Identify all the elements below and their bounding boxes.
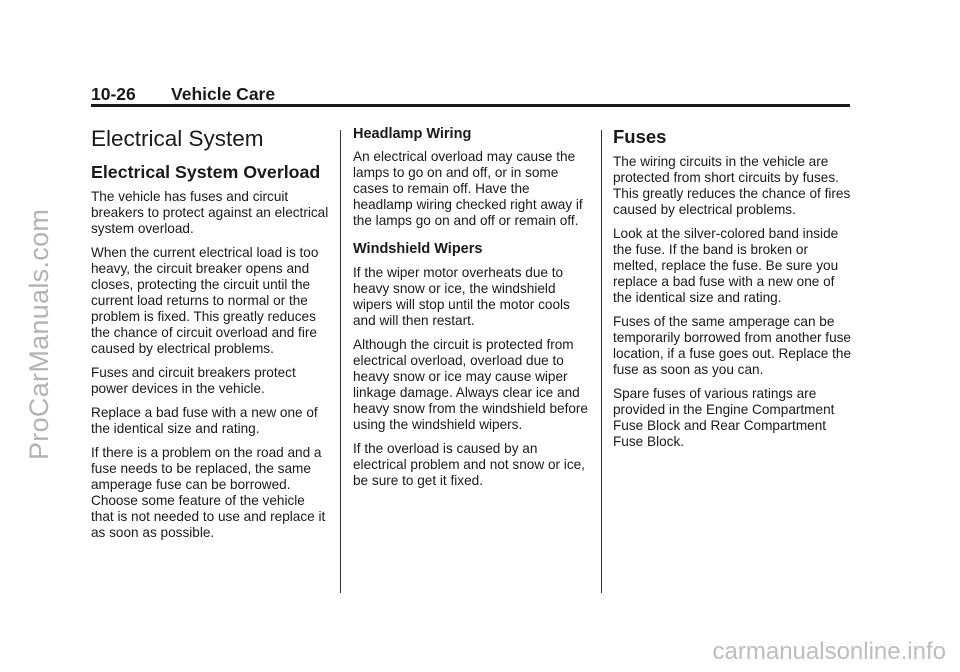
paragraph: Look at the silver-colored band inside the fuse. If the band is broken or melted, replace the fuse. Be sure you replace a bad fuse with a new one of the identical size and rating. — [613, 226, 839, 306]
paragraph: The wiring circuits in the vehicle are protected from short circuits by fuses. This greatly reduces the chance of fires caused by electrical problems. — [613, 154, 851, 218]
paragraph: Although the circuit is protected from electrical overload, overload due to heavy snow or ice may cause wiper linkage damage. Always clear ice and heavy snow from the windshield before using the windshield wipers. — [353, 336, 588, 432]
main-heading: Electrical System — [91, 126, 264, 151]
paragraph: If there is a problem on the road and a fuse needs to be replaced, the same amperage fuse can be borrowed. Choose some feature of the vehicle that is not needed to use and replace it as soon as possible. — [91, 445, 326, 541]
column-2 — [353, 126, 590, 497]
heading-headlamp-wiring: Headlamp Wiring — [353, 126, 472, 142]
header-rule — [91, 104, 850, 107]
column-3 — [613, 126, 853, 458]
paragraph: Fuses of the same amperage can be temporarily borrowed from another fuse location, if a fuse goes out. Replace the fuse as soon as you can. — [613, 314, 852, 378]
side-watermark: ProCarManuals.com — [24, 208, 54, 460]
page-header — [91, 84, 850, 106]
section-title: Vehicle Care — [171, 84, 276, 104]
heading-windshield-wipers: Windshield Wipers — [353, 241, 483, 258]
column-divider-1 — [340, 130, 341, 593]
paragraph: When the current electrical load is too heavy, the circuit breaker opens and closes, protecting the circuit until the current load returns to normal or the problem is fixed. This greatly reduces the chance of circuit overload and fire caused by electrical problems. — [91, 245, 319, 357]
heading-fuses: Fuses — [613, 126, 667, 147]
paragraph: Spare fuses of various ratings are provided in the Engine Compartment Fuse Block and Rear Compartment Fuse Block. — [613, 386, 835, 450]
subheading-overload: Electrical System Overload — [91, 161, 321, 182]
column-divider-2 — [601, 130, 602, 593]
column-1 — [91, 126, 331, 549]
bottom-watermark: carmanualsonline.info — [712, 638, 946, 665]
page-number: 10-26 — [91, 84, 136, 104]
paragraph: If the overload is caused by an electrical problem and not snow or ice, be sure to get it fixed. — [353, 440, 585, 488]
paragraph: An electrical overload may cause the lamps to go on and off, or in some cases to remain off. Have the headlamp wiring checked right away if the lamps go on and off or remain off. — [353, 149, 583, 229]
paragraph: Fuses and circuit breakers protect power devices in the vehicle. — [91, 365, 296, 397]
paragraph: If the wiper motor overheats due to heavy snow or ice, the windshield wipers will stop until the motor cools and will then restart. — [353, 264, 570, 328]
paragraph: The vehicle has fuses and circuit breakers to protect against an electrical system overload. — [91, 189, 329, 237]
paragraph: Replace a bad fuse with a new one of the identical size and rating. — [91, 405, 318, 437]
